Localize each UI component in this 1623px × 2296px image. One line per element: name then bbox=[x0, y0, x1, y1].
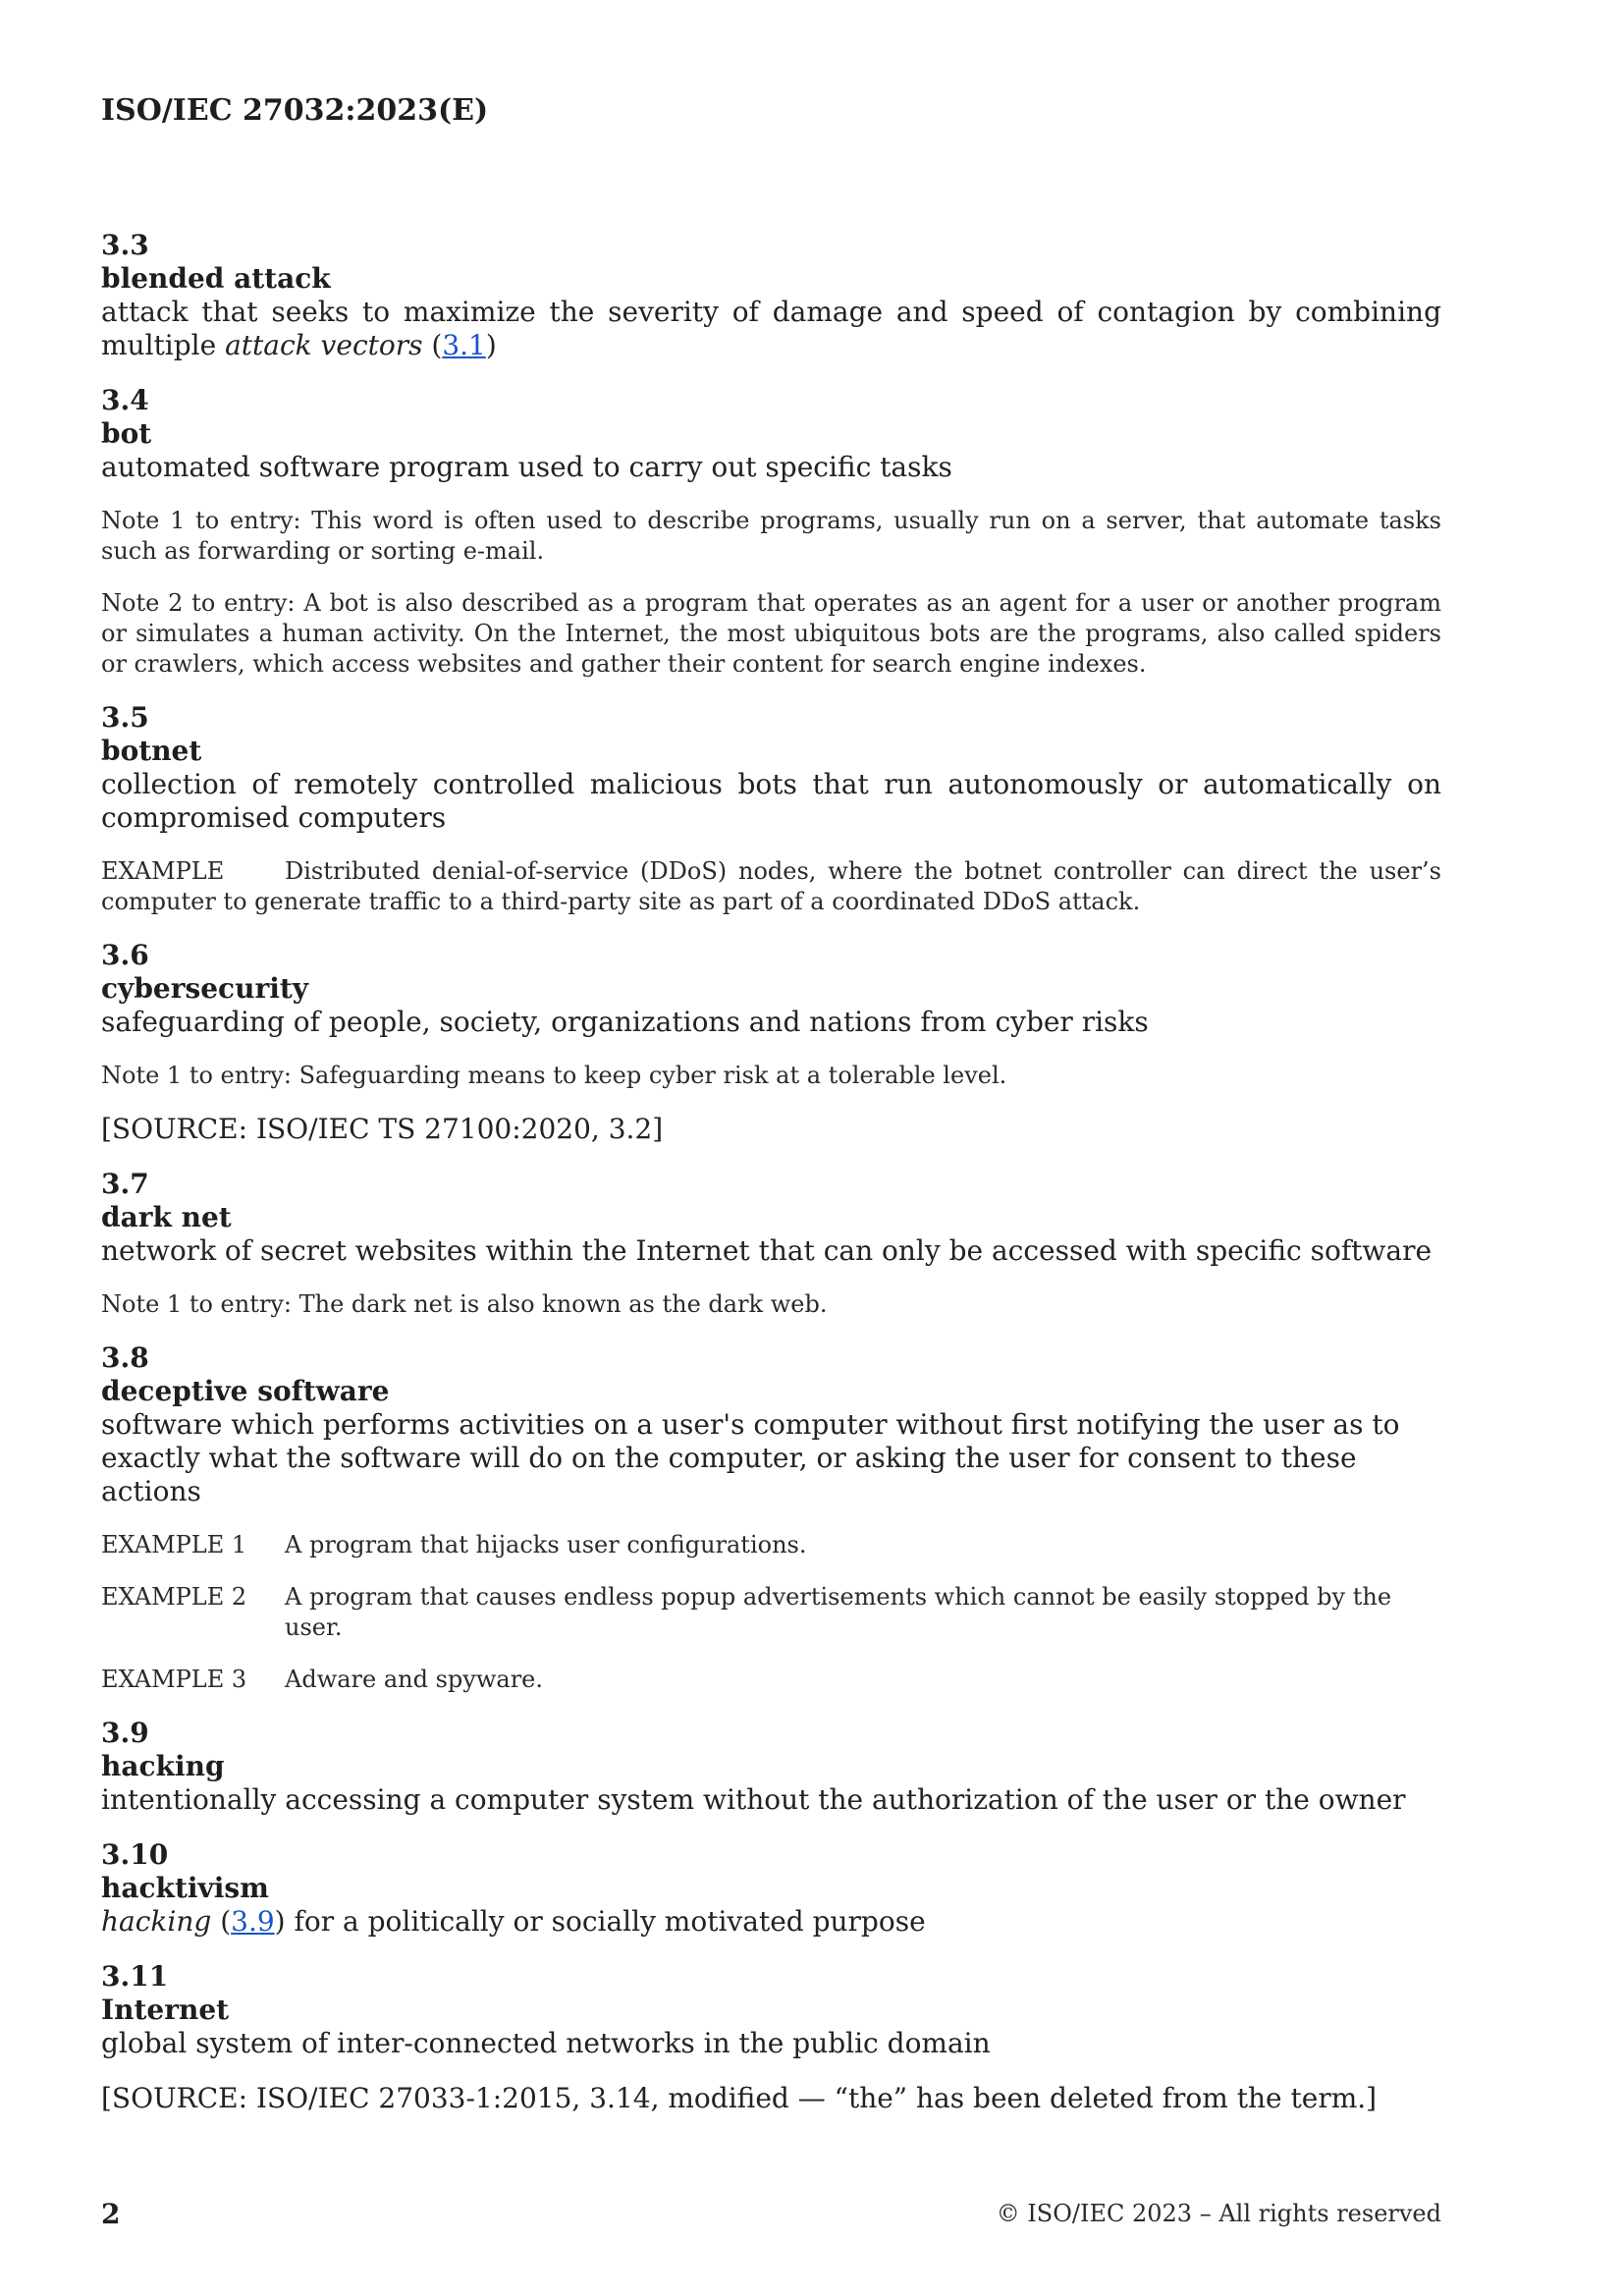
entry-number: 3.5 bbox=[101, 701, 149, 734]
entry-term: hacking bbox=[101, 1750, 225, 1782]
entry-definition: automated software program used to carry out specific tasks bbox=[101, 451, 952, 483]
entry-definition: attack that seeks to maximize the severity of damage and speed of contagion by combining multiple attack vectors (3.1) bbox=[101, 296, 1441, 361]
example bbox=[101, 1582, 1441, 1643]
entry-definition: software which performs activities on a user's computer without first notifying the user as to exactly what the software will do on the computer, or asking the user for consent to these actions bbox=[101, 1408, 1400, 1507]
example-text: A program that hijacks user configurations. bbox=[285, 1531, 807, 1558]
example bbox=[101, 856, 1441, 917]
example bbox=[101, 1530, 1441, 1560]
entry-definition: intentionally accessing a computer system without the authorization of the user or the owner bbox=[101, 1783, 1406, 1816]
term-reference: attack vectors bbox=[225, 329, 423, 361]
source-reference: [SOURCE: ISO/IEC TS 27100:2020, 3.2] bbox=[101, 1113, 664, 1145]
entry-3-11 bbox=[101, 1960, 1441, 2115]
entry-term: deceptive software bbox=[101, 1375, 390, 1407]
page-number: 2 bbox=[101, 2198, 121, 2230]
entry-definition: collection of remotely controlled malicious bots that run autonomously or automatically on compromised computers bbox=[101, 768, 1441, 834]
entry-3-7 bbox=[101, 1168, 1441, 1320]
entry-definition: safeguarding of people, society, organizations and nations from cyber risks bbox=[101, 1006, 1149, 1038]
example-text: Adware and spyware. bbox=[285, 1666, 544, 1693]
example-text: Distributed denial-of-service (DDoS) nodes, where the botnet controller can direct the user’s computer to generate traffic to a third-party site as part of a coordinated DDoS attack. bbox=[101, 857, 1441, 915]
entry-number: 3.3 bbox=[101, 229, 149, 261]
entry-term: botnet bbox=[101, 735, 202, 767]
entry-term: blended attack bbox=[101, 262, 331, 295]
example-label: EXAMPLE 2 bbox=[101, 1583, 247, 1611]
entry-3-5 bbox=[101, 701, 1441, 917]
entry-number: 3.11 bbox=[101, 1960, 169, 1993]
terms-and-definitions bbox=[101, 229, 1441, 2137]
document-identifier: ISO/IEC 27032:2023(E) bbox=[101, 93, 489, 128]
note-to-entry: Note 1 to entry: The dark net is also known as the dark web. bbox=[101, 1290, 828, 1318]
source-reference: [SOURCE: ISO/IEC 27033-1:2015, 3.14, modified — “the” has been deleted from the term.] bbox=[101, 2082, 1378, 2114]
entry-3-3 bbox=[101, 229, 1441, 362]
entry-definition: global system of inter-connected networks in the public domain bbox=[101, 2027, 991, 2059]
entry-3-10 bbox=[101, 1838, 1441, 1939]
entry-number: 3.9 bbox=[101, 1717, 149, 1749]
example bbox=[101, 1665, 1441, 1695]
copyright-notice: © ISO/IEC 2023 – All rights reserved bbox=[996, 2200, 1441, 2227]
term-reference: hacking bbox=[101, 1905, 212, 1938]
entry-number: 3.10 bbox=[101, 1838, 169, 1871]
entry-3-4 bbox=[101, 384, 1441, 680]
note-to-entry: Note 1 to entry: Safeguarding means to keep cyber risk at a tolerable level. bbox=[101, 1062, 1007, 1089]
example-label: EXAMPLE 1 bbox=[101, 1531, 247, 1558]
entry-term: hacktivism bbox=[101, 1872, 269, 1904]
entry-number: 3.8 bbox=[101, 1341, 149, 1374]
entry-3-6 bbox=[101, 939, 1441, 1146]
entry-definition: network of secret websites within the Internet that can only be accessed with specific software bbox=[101, 1234, 1433, 1267]
cross-reference-link[interactable]: 3.9 bbox=[231, 1905, 275, 1938]
entry-term: bot bbox=[101, 417, 152, 450]
note-to-entry: Note 1 to entry: This word is often used to describe programs, usually run on a server, that automate tasks such as forwarding or sorting e-mail. bbox=[101, 507, 1441, 565]
entry-number: 3.7 bbox=[101, 1168, 149, 1200]
example-label: EXAMPLE bbox=[101, 857, 225, 885]
entry-number: 3.4 bbox=[101, 384, 149, 416]
note-to-entry: Note 2 to entry: A bot is also described as a program that operates as an agent for a user or another program or simulates a human activity. On the Internet, the most ubiquitous bots are the programs, also called spiders or crawlers, which access websites and gather their content for search engine indexes. bbox=[101, 589, 1441, 678]
cross-reference-link[interactable]: 3.1 bbox=[442, 329, 486, 361]
entry-term: dark net bbox=[101, 1201, 232, 1233]
example-label: EXAMPLE 3 bbox=[101, 1666, 247, 1693]
entry-3-8 bbox=[101, 1341, 1441, 1695]
entry-term: cybersecurity bbox=[101, 972, 309, 1005]
entry-definition: hacking (3.9) for a politically or socially motivated purpose bbox=[101, 1905, 926, 1938]
example-text: A program that causes endless popup advertisements which cannot be easily stopped by the user. bbox=[285, 1583, 1392, 1641]
entry-number: 3.6 bbox=[101, 939, 149, 971]
entry-term: Internet bbox=[101, 1994, 230, 2026]
entry-3-9 bbox=[101, 1717, 1441, 1817]
